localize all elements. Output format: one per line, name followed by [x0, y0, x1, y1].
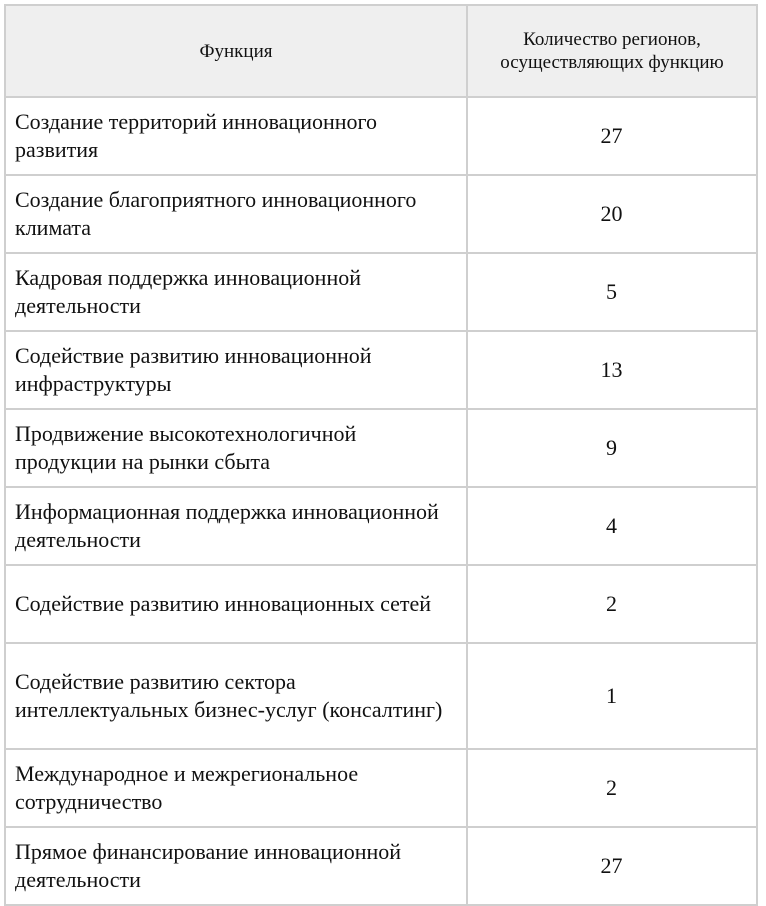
function-name: Содействие развитию инновационных сетей: [5, 565, 467, 643]
function-name: Кадровая поддержка инновационной деятельности: [5, 253, 467, 331]
table-header-row: [5, 5, 757, 97]
region-count: 27: [467, 827, 757, 905]
table-row: [5, 409, 757, 487]
table-row: [5, 643, 757, 749]
region-count: 20: [467, 175, 757, 253]
table-row: [5, 565, 757, 643]
region-count: 9: [467, 409, 757, 487]
table-row: [5, 331, 757, 409]
region-count: 4: [467, 487, 757, 565]
function-name: Продвижение высокотехнологичной продукции на рынки сбыта: [5, 409, 467, 487]
region-count: 2: [467, 565, 757, 643]
region-count: 2: [467, 749, 757, 827]
function-name: Содействие развитию инновационной инфраструктуры: [5, 331, 467, 409]
region-count: 5: [467, 253, 757, 331]
header-region-count: Количество регионов, осуществляющих функцию: [467, 5, 757, 97]
table-row: [5, 97, 757, 175]
functions-table-container: [4, 4, 756, 906]
table-row: [5, 253, 757, 331]
function-name: Информационная поддержка инновационной деятельности: [5, 487, 467, 565]
function-name: Содействие развитию сектора интеллектуальных бизнес-услуг (консалтинг): [5, 643, 467, 749]
table-row: [5, 487, 757, 565]
function-name: Прямое финансирование инновационной деятельности: [5, 827, 467, 905]
table-row: [5, 175, 757, 253]
region-count: 13: [467, 331, 757, 409]
header-function: Функция: [5, 5, 467, 97]
function-name: Создание благоприятного инновационного климата: [5, 175, 467, 253]
table-row: [5, 827, 757, 905]
function-name: Создание территорий инновационного развития: [5, 97, 467, 175]
function-name: Международное и межрегиональное сотрудничество: [5, 749, 467, 827]
table-row: [5, 749, 757, 827]
functions-table: [4, 4, 758, 906]
region-count: 1: [467, 643, 757, 749]
region-count: 27: [467, 97, 757, 175]
